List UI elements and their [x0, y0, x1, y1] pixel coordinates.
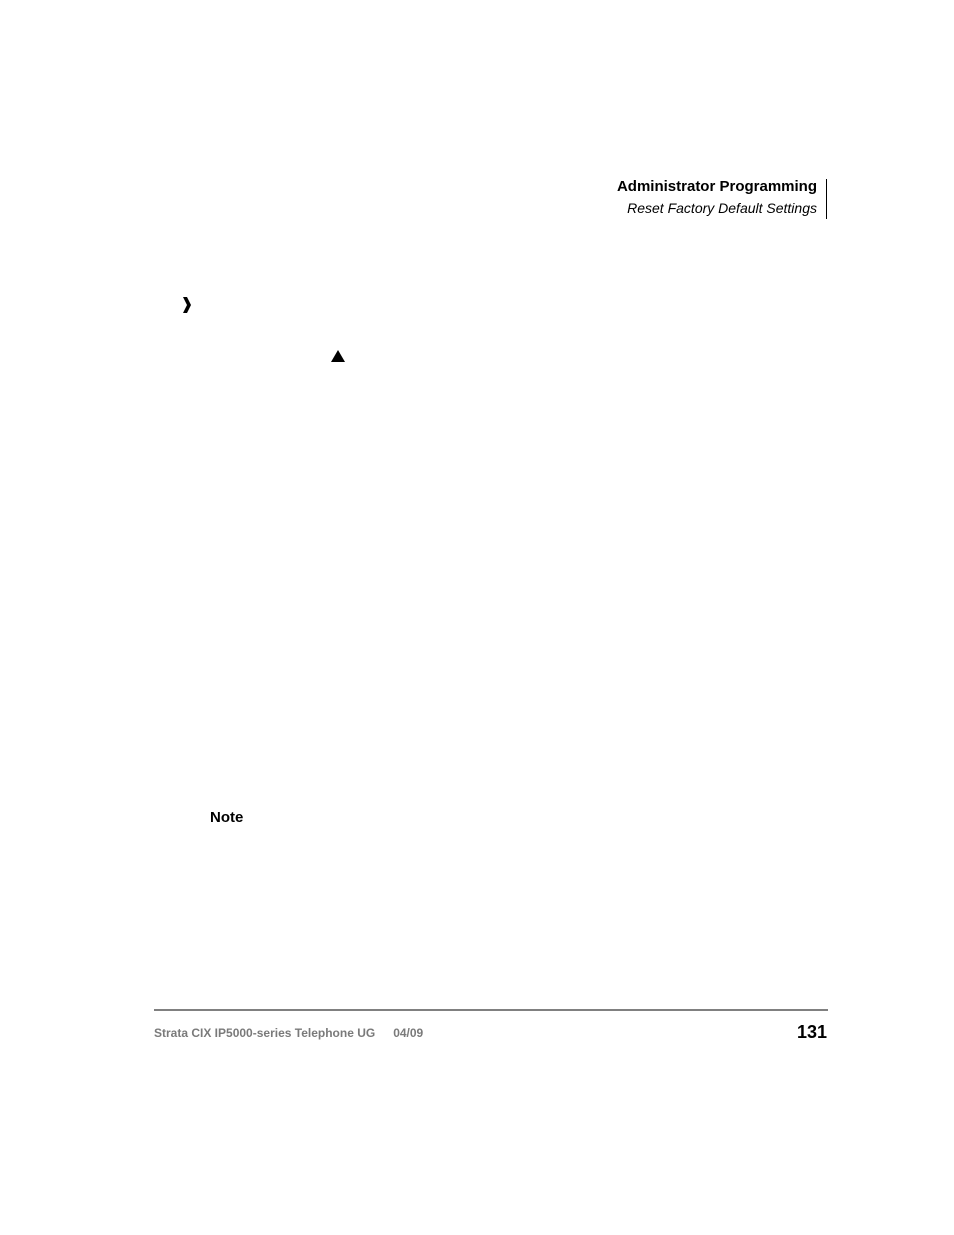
- note-label: Note: [210, 809, 244, 826]
- running-header: [617, 178, 817, 217]
- footer-doc-info: [154, 1026, 423, 1041]
- section-title: Reset Factory Default Settings: [627, 200, 817, 216]
- header-vertical-rule: [826, 179, 827, 219]
- up-triangle-icon: [331, 350, 345, 362]
- bullet-arrow-icon: [182, 296, 192, 314]
- footer-doc-title: Strata CIX IP5000-series Telephone UG: [154, 1026, 376, 1040]
- footer-doc-date: 04/09: [393, 1026, 424, 1040]
- footer-rule: [154, 1009, 828, 1011]
- page-number: 131: [796, 1022, 827, 1042]
- chapter-title: Administrator Programming: [616, 178, 817, 195]
